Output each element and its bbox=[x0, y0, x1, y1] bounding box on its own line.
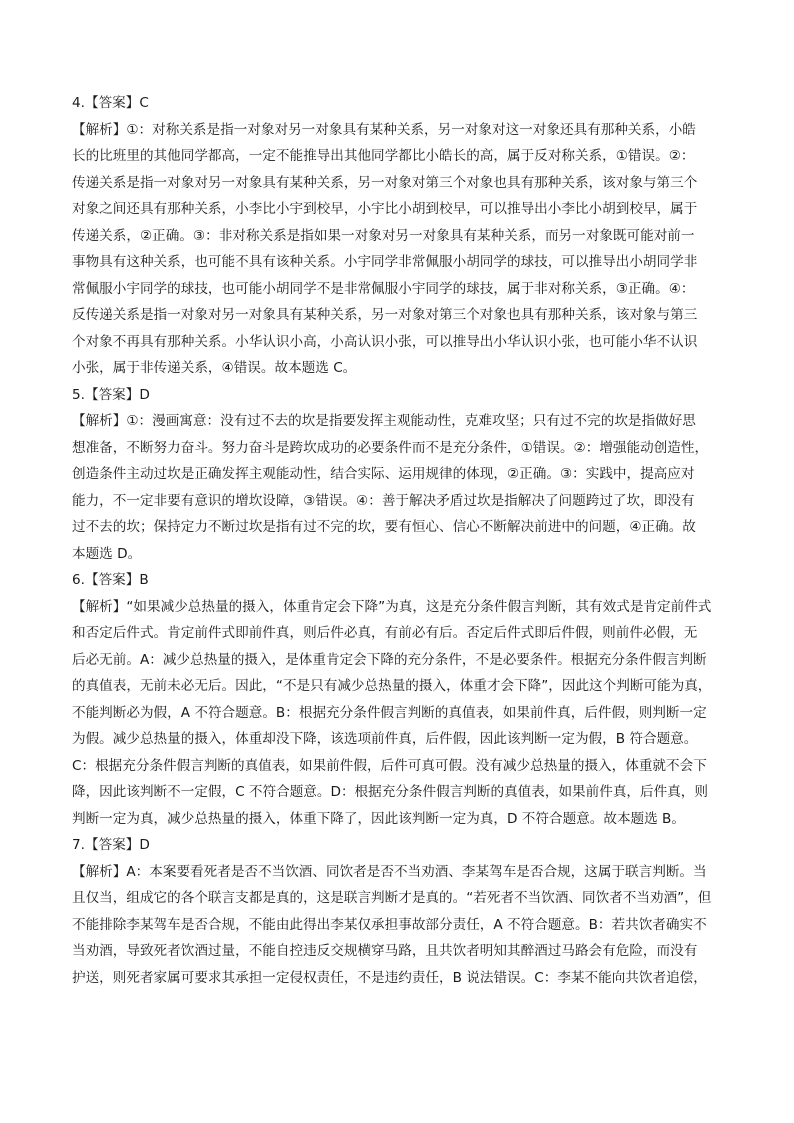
answer-line-q4: 4.【答案】C bbox=[72, 95, 149, 111]
analysis-line: 且仅当，组成它的各个联言支都是真的，这是联言判断才是真的。“若死者不当饮酒、同饮者不当劝酒”，但 bbox=[72, 890, 712, 906]
analysis-line: 判断一定为真，减少总热量的摄入，体重下降了，因此该判断一定为真，D 不符合题意。故本题选 B。 bbox=[72, 810, 685, 827]
analysis-line: 常佩服小宇同学的球技，也可能小胡同学不是非常佩服小宇同学的球技，属于非对称关系，③正确。④： bbox=[72, 280, 695, 297]
analysis-line: 小张，属于非传递关系，④错误。故本题选 C。 bbox=[72, 360, 357, 376]
answer-line-q6: 6.【答案】B bbox=[72, 572, 149, 588]
analysis-line: 不能判断必为假，A 不符合题意。B：根据充分条件假言判断的真值表，如果前件真，后件假，则判断一定 bbox=[72, 704, 707, 721]
analysis-line: 对象之间还具有那种关系，小李比小宇到校早，小宇比小胡到校早，可以推导出小李比小胡到校早，属于 bbox=[72, 201, 698, 217]
analysis-line: 为假。减少总热量的摄入，体重却没下降，该选项前件真，后件假，因此该判断一定为假，B 符合题意。 bbox=[72, 731, 698, 747]
analysis-line: 【解析】①：漫画寓意：没有过不去的坎是指要发挥主观能动性，克难攻坚；只有过不完的坎是指做好思 bbox=[72, 413, 696, 429]
analysis-line: 创造条件主动过坎是正确发挥主观能动性，结合实际、运用规律的体现，②正确。③：实践中，提高应对 bbox=[72, 466, 695, 482]
analysis-line: C：根据充分条件假言判断的真值表，如果前件假，后件可真可假。没有减少总热量的摄入，体重就不会下 bbox=[72, 757, 707, 774]
analysis-line: 的真值表，无前未必无后。因此，“不是只有减少总热量的摄入，体重才会下降”，因此这个判断可能为真， bbox=[72, 678, 712, 694]
analysis-line: 【解析】①：对称关系是指一对象对另一对象具有某种关系，另一对象对这一对象还具有那种关系，小皓 bbox=[72, 121, 696, 138]
answer-line-q7: 7.【答案】D bbox=[72, 837, 150, 853]
analysis-line: 【解析】“如果减少总热量的摄入，体重肯定会下降”为真，这是充分条件假言判断，其有效式是肯定前件式 bbox=[72, 598, 712, 615]
analysis-line: 和否定后件式。肯定前件式即前件真，则后件必真，有前必有后。否定后件式即后件假，则前件必假，无 bbox=[72, 625, 698, 641]
analysis-line: 传递关系，②正确。③：非对称关系是指如果一对象对另一对象具有某种关系，而另一对象既可能对前一 bbox=[72, 227, 695, 244]
analysis-line: 当劝酒，导致死者饮酒过量，不能自控违反交规横穿马路，且共饮者明知其醉酒过马路会有危险，而没有 bbox=[72, 943, 698, 959]
analysis-line: 降，因此该判断不一定假，C 不符合题意。D：根据充分条件假言判断的真值表，如果前件真，后件真，则 bbox=[72, 784, 708, 800]
analysis-line: 反传递关系是指一对象对另一对象具有某种关系，另一对象对第三个对象也具有那种关系，该对象与第三 bbox=[72, 307, 698, 323]
answer-line-q5: 5.【答案】D bbox=[72, 386, 150, 403]
analysis-line: 想准备，不断努力奋斗。努力奋斗是跨坎成功的必要条件而不是充分条件，①错误。②：增强能动创造性， bbox=[72, 439, 709, 456]
analysis-line: 能力，不一定非要有意识的增坎设障，③错误。④：善于解决矛盾过坎是指解决了问题跨过了坎，即没有 bbox=[72, 492, 695, 509]
analysis-line: 过不去的坎；保持定力不断过坎是指有过不完的坎，要有恒心、信心不断解决前进中的问题，④正确。故 bbox=[72, 519, 696, 535]
analysis-line: 个对象不再具有那种关系。小华认识小高，小高认识小张，可以推导出小华认识小张，也可能小华不认识 bbox=[72, 333, 698, 350]
analysis-line: 事物具有这种关系，也可能不具有该种关系。小宇同学非常佩服小胡同学的球技，可以推导出小胡同学非 bbox=[72, 254, 698, 270]
analysis-line: 【解析】A：本案要看死者是否不当饮酒、同饮者是否不当劝酒、李某驾车是否合规，这属于联言判断。当 bbox=[72, 863, 707, 880]
document-page bbox=[72, 90, 722, 991]
analysis-line: 后必无前。A：减少总热量的摄入，是体重肯定会下降的充分条件，不是必要条件。根据充分条件假言判断 bbox=[72, 651, 707, 668]
analysis-line: 不能排除李某驾车是否合规，不能由此得出李某仅承担事故部分责任，A 不符合题意。B：若共饮者确实不 bbox=[72, 916, 707, 933]
analysis-line: 护送，则死者家属可要求其承担一定侵权责任，不是违约责任，B 说法错误。C：李某不能向共饮者追偿， bbox=[72, 969, 707, 986]
analysis-line: 本题选 D。 bbox=[72, 545, 142, 562]
analysis-line: 长的比班里的其他同学都高，一定不能推导出其他同学都比小皓长的高，属于反对称关系，①错误。②： bbox=[72, 148, 695, 164]
analysis-line: 传递关系是指一对象对另一对象具有某种关系，另一对象对第三个对象也具有那种关系，该对象与第三个 bbox=[72, 174, 698, 191]
